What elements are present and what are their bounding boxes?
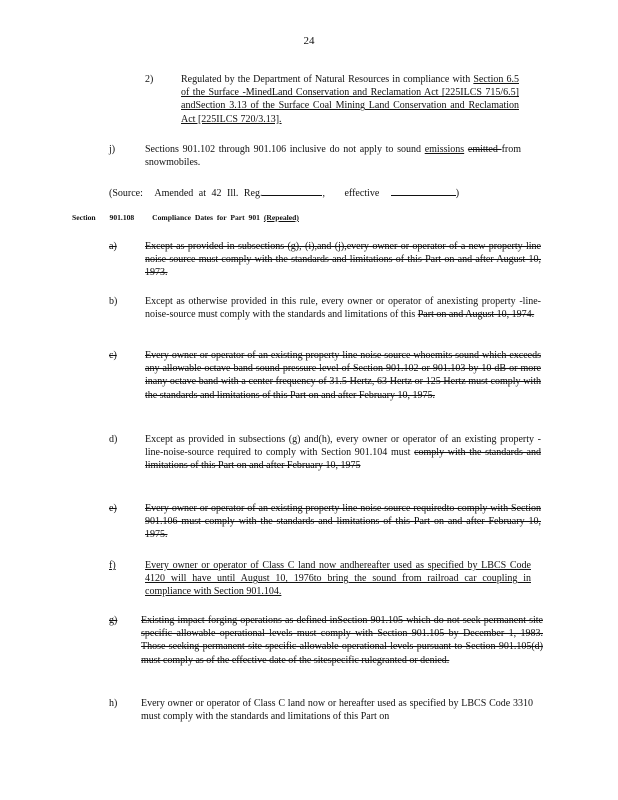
item-g-segment: Existing impact forging operations as defined inSection 901.105 which do not seek permanent site specific allowable operational levels must comply with Section 901.105 by December 1, 1983. Those seeking permanent site specific allowable operational levels pursuant to Section 901.105(d) must comply as of the effective date of the sitespecific rulegranted or denied. <box>141 615 543 666</box>
item-j-plain: Sections 901.102 through 901.106 inclusive do not apply to sound <box>145 144 425 155</box>
item-f-segment: Every owner or operator of Class C land now andhereafter used as specified by LBCS Code 4120 will have until August 10, 1976to bring the sound from railroad car coupling in compliance with Section 901.104. <box>145 560 531 598</box>
item-2-text <box>181 73 519 126</box>
item-2-label: 2) <box>145 74 154 85</box>
source-line <box>109 185 529 200</box>
source-register-blank <box>262 185 322 196</box>
item-d-segment: Except as provided in subsections (g) and(h), every owner or operator of an existing property -line-noise-source required to comply with Section 901.104 must <box>145 434 541 459</box>
item-a-text <box>145 240 541 280</box>
section-heading <box>72 211 382 224</box>
item-2-plain: Regulated by the Department of Natural Resources in compliance with <box>181 74 474 85</box>
item-j-deleted: emitted <box>467 144 502 155</box>
item-a-label: a) <box>109 241 117 252</box>
section-number: 901.108 <box>109 213 135 222</box>
source-comma: , <box>322 188 325 199</box>
item-b-deleted: Part on and August 10, 1974. <box>417 309 535 321</box>
item-d-label: d) <box>109 434 118 445</box>
source-effective-blank <box>391 185 456 196</box>
item-g-label: g) <box>109 615 118 626</box>
item-c-text <box>145 349 541 402</box>
section-title: Compliance Dates for Part 901 <box>152 213 260 222</box>
item-g-text <box>141 614 543 667</box>
item-f-text <box>145 559 531 599</box>
item-e-text <box>145 502 541 542</box>
item-d-deleted: comply with the standards and limitations of this Part on and after February 10, 1975 <box>145 447 541 472</box>
item-j-text <box>145 143 521 169</box>
item-j-inserted: emissions <box>424 144 465 155</box>
item-b-text <box>145 295 541 321</box>
source-effective: effective <box>344 188 380 199</box>
source-prefix: (Source: <box>109 188 143 199</box>
item-e-segment: Every owner or operator of an existing property line noise source requiredto comply with Section 901.106 must comply with the standards and limitations of this Part on and after February 10, 1975. <box>145 503 541 541</box>
item-2-underlined: Section 6.5 of the Surface -MinedLand Conservation and Reclamation Act [225ILCS 715/6.5] andSection 3.13 of the Surface Coal Mining Land Conservation and Reclamation Act [225ILCS 720/3.13]. <box>181 74 519 125</box>
item-b-segment: Except as otherwise provided in this rule, every owner or operator of anexisting property -line-noise-source must comply with the standards and limitations of this <box>145 296 541 321</box>
item-d-text <box>145 433 541 473</box>
section-word: Section <box>72 213 96 222</box>
section-repealed: (Repealed) <box>263 213 299 222</box>
item-j-label: j) <box>109 144 116 155</box>
source-middle: Amended at 42 Ill. Reg. <box>154 188 263 199</box>
item-a-segment: Except as provided in subsections (g), (i),and (j),every owner or operator of a new property line noise source must comply with the standards and limitations of this Part on and after August 10, 1973. <box>145 241 541 279</box>
item-h-text <box>141 697 533 723</box>
item-b-label: b) <box>109 296 118 307</box>
item-h-segment: Every owner or operator of Class C land now or hereafter used as specified by LBCS Code 3310 must comply with the standards and limitations of this Part on <box>141 698 533 723</box>
item-e-label: e) <box>109 503 117 514</box>
item-j-end: from snowmobiles. <box>145 144 522 169</box>
page-number: 24 <box>303 35 315 47</box>
item-c-segment: Every owner or operator of an existing property line noise source whoemits sound which exceeds any allowable octave band sound pressure level of Section 901.102 or 901.103 by 10 dB or more inany octave band with a center frequency of 31.5 Hertz, 63 Hertz or 125 Hertz must comply with the standards and limitations of this Part on and after February 10, 1975. <box>145 350 541 401</box>
item-c-label: c) <box>109 350 117 361</box>
source-suffix: ) <box>455 188 460 199</box>
item-f-label: f) <box>109 560 116 571</box>
item-h-label: h) <box>109 698 118 709</box>
